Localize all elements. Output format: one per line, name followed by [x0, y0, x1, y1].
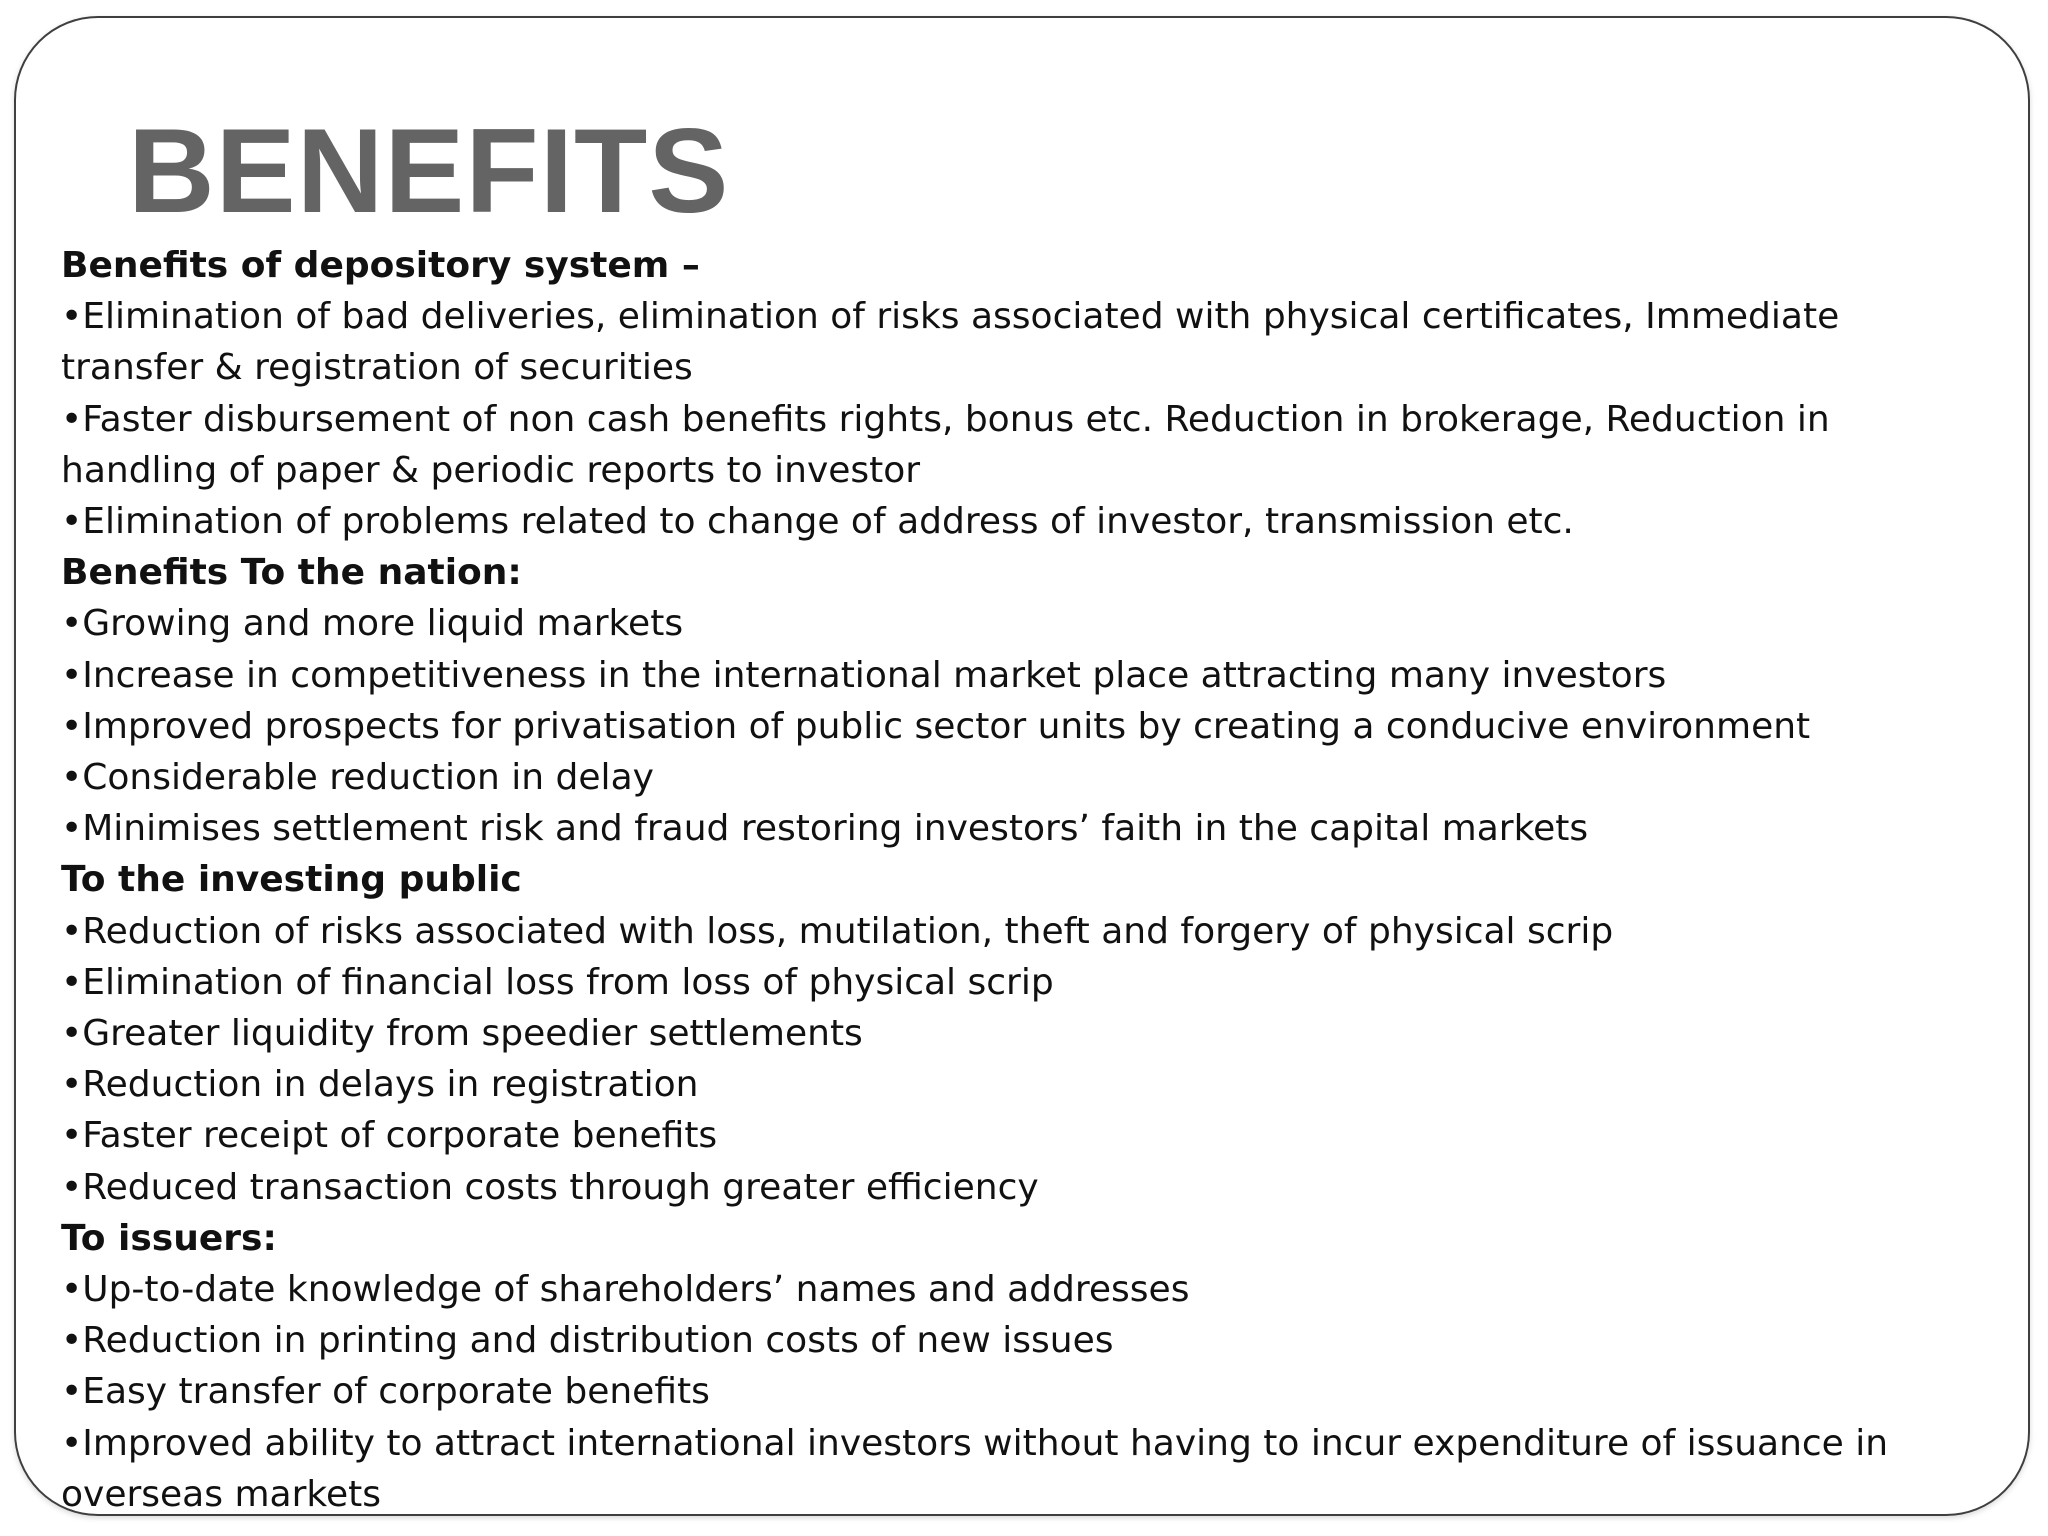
list-item: •Elimination of financial loss from loss of physical scrip — [61, 961, 1054, 1003]
list-item: •Up-to-date knowledge of shareholders’ names and addresses — [61, 1269, 1190, 1311]
list-item: •Improved ability to attract international investors without having to incur expenditure of issuance in overseas markets — [61, 1422, 1889, 1515]
section-heading-issuers: To issuers: — [61, 1217, 277, 1259]
list-item: •Reduction of risks associated with loss, mutilation, theft and forgery of physical scrip — [61, 910, 1614, 952]
list-item: •Easy transfer of corporate benefits — [61, 1371, 710, 1413]
list-item: •Considerable reduction in delay — [61, 757, 654, 799]
list-item: •Reduced transaction costs through greater efficiency — [61, 1166, 1039, 1208]
list-item: •Reduction in delays in registration — [61, 1064, 699, 1106]
list-item: •Growing and more liquid markets — [61, 603, 684, 645]
section-heading-investing-public: To the investing public — [61, 859, 522, 901]
section-heading-nation: Benefits To the nation: — [61, 552, 522, 594]
slide-body — [61, 240, 1981, 1520]
list-item: •Faster receipt of corporate benefits — [61, 1115, 718, 1157]
list-item: •Elimination of bad deliveries, elimination of risks associated with physical certificates, Immediate transfer & registration of securities — [61, 296, 1840, 389]
list-item: •Increase in competitiveness in the international market place attracting many investors — [61, 654, 1667, 696]
list-item: •Minimises settlement risk and fraud restoring investors’ faith in the capital markets — [61, 808, 1589, 850]
list-item: •Faster disbursement of non cash benefits rights, bonus etc. Reduction in brokerage, Reduction in handling of paper & periodic reports to investor — [61, 398, 1830, 491]
list-item: •Elimination of problems related to change of address of investor, transmission etc. — [61, 501, 1574, 543]
list-item: •Improved prospects for privatisation of public sector units by creating a conducive environment — [61, 705, 1811, 747]
list-item: •Greater liquidity from speedier settlements — [61, 1013, 863, 1055]
list-item: •Reduction in printing and distribution costs of new issues — [61, 1320, 1114, 1362]
section-heading-depository-system: Benefits of depository system – — [61, 245, 700, 286]
slide-title: BENEFITS — [128, 104, 730, 238]
